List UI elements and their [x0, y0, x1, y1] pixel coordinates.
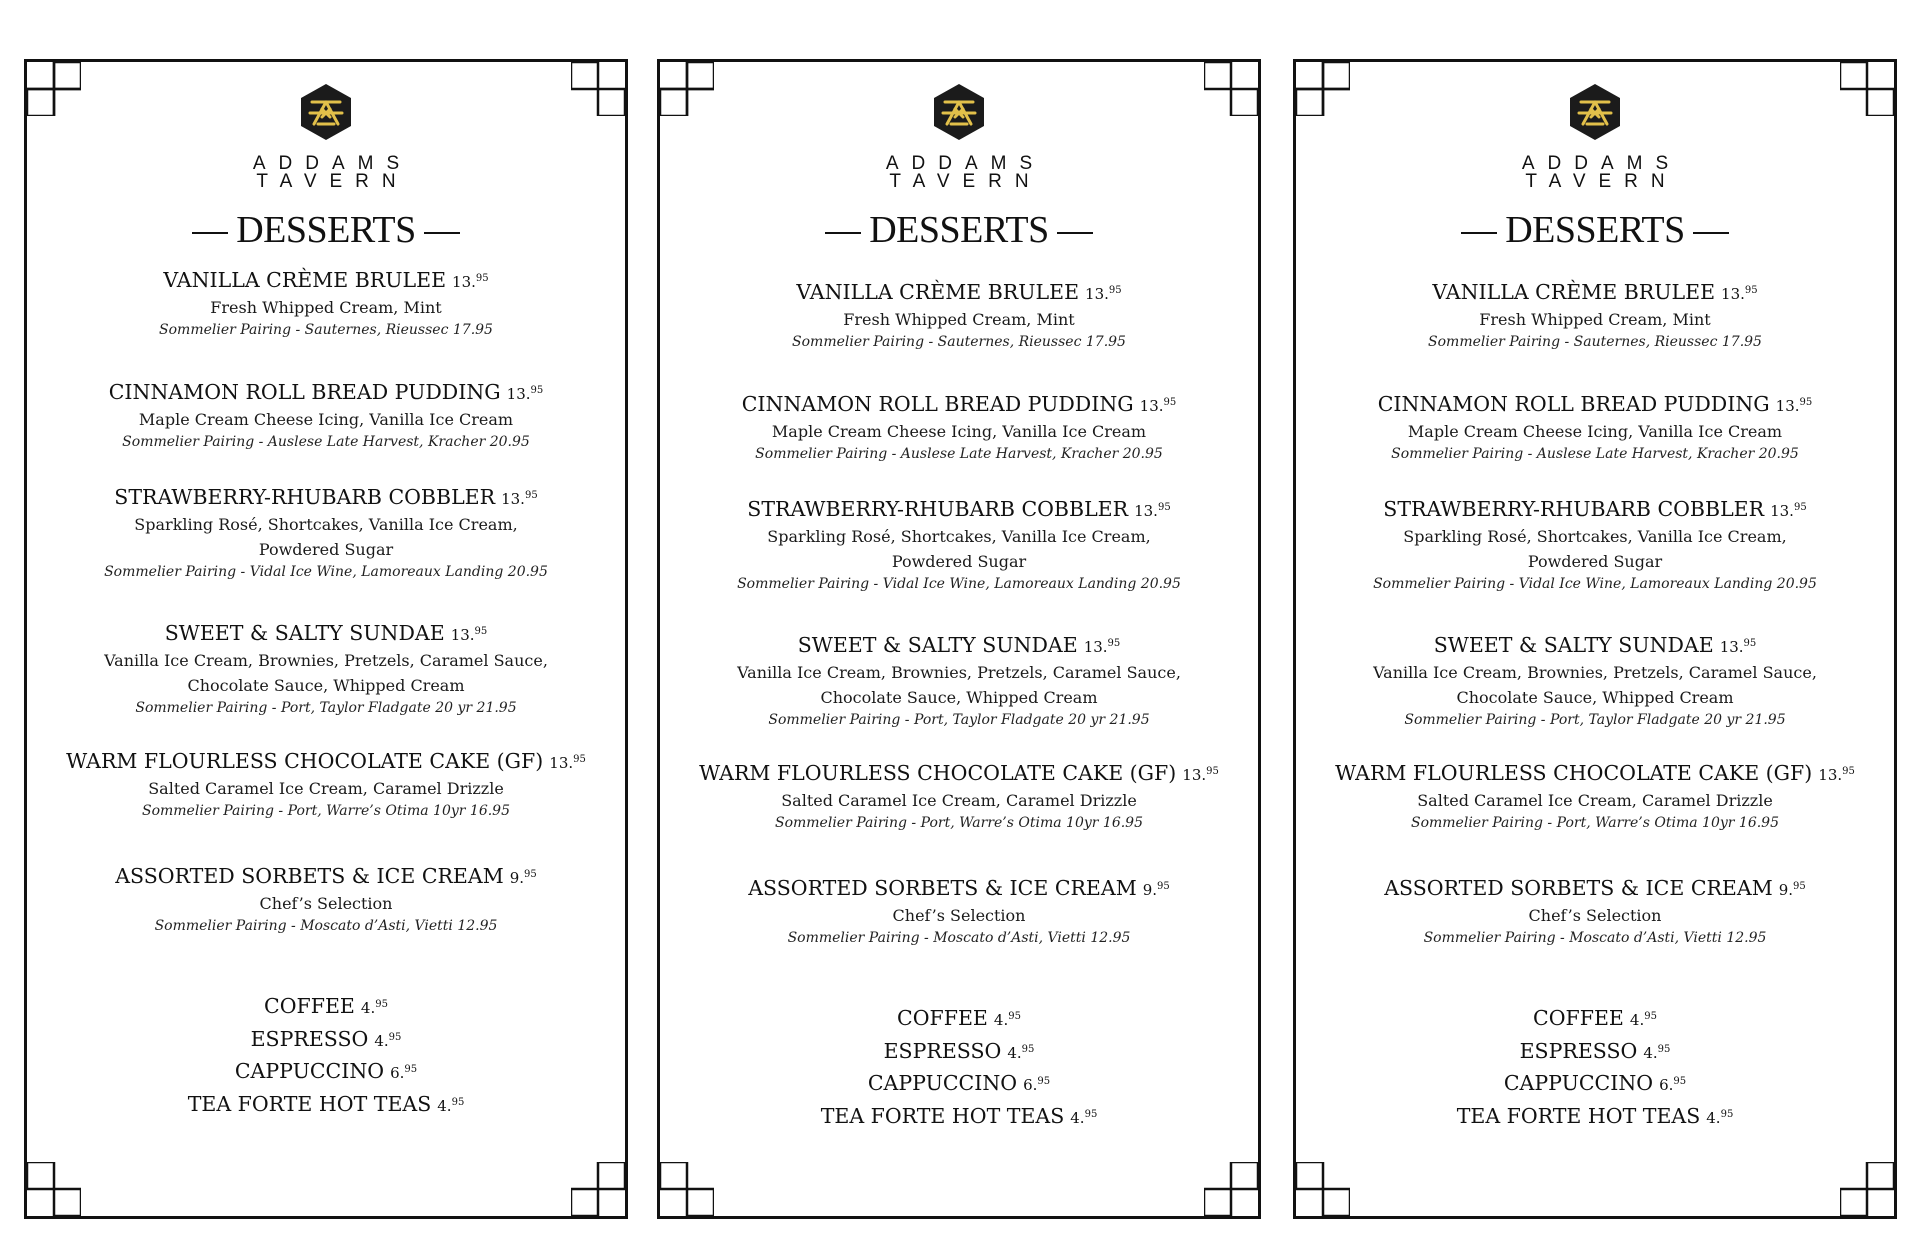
- sommelier-pairing: Sommelier Pairing - Port, Taylor Fladgate 20 yr 21.95: [768, 712, 1150, 728]
- item-name: [660, 631, 1258, 660]
- item-title: STRAWBERRY-RHUBARB COBBLER: [114, 485, 496, 509]
- section-heading: [1296, 210, 1894, 250]
- price-cents: 95: [1107, 638, 1121, 649]
- price-cents: 95: [1206, 766, 1219, 777]
- item-name: [660, 390, 1258, 419]
- price-cents: 95: [573, 754, 586, 765]
- sommelier-pairing: Sommelier Pairing - Vidal Ice Wine, Lamoreaux Landing 20.95: [104, 564, 548, 580]
- corner-ornament: [660, 1162, 714, 1216]
- menu-item: [1296, 278, 1894, 353]
- price-cents: 95: [1842, 766, 1855, 777]
- price-dollars: 9.: [1142, 881, 1158, 899]
- item-description: Sparkling Rosé, Shortcakes, Vanilla Ice Cream,: [134, 515, 518, 534]
- item-name: [27, 862, 625, 891]
- price-cents: 95: [1793, 502, 1807, 513]
- price-cents: 95: [404, 1064, 418, 1075]
- menu-item: [660, 278, 1258, 353]
- drink-name: ESPRESSO: [883, 1039, 1002, 1063]
- menu-item: [660, 495, 1258, 595]
- item-price: [1779, 881, 1806, 899]
- price-cents: 95: [1084, 1109, 1098, 1120]
- item-description: Powdered Sugar: [258, 540, 394, 559]
- menu-item: [27, 862, 625, 937]
- price-dollars: 4.: [374, 1032, 389, 1050]
- drink-item: [660, 1099, 1258, 1134]
- item-name: [1296, 390, 1894, 419]
- sommelier-pairing: Sommelier Pairing - Moscato d’Asti, Vietti 12.95: [787, 930, 1131, 946]
- menu-item: [1296, 874, 1894, 949]
- sommelier-pairing: Sommelier Pairing - Sauternes, Rieussec 17.95: [792, 334, 1126, 350]
- item-price: [1085, 285, 1122, 303]
- price-dollars: 13.: [452, 273, 476, 291]
- section-title: DESSERTS: [236, 209, 416, 251]
- price-dollars: 4.: [1070, 1109, 1085, 1127]
- price-dollars: 13.: [1775, 397, 1800, 415]
- corner-ornament: [1204, 1162, 1258, 1216]
- item-title: CINNAMON ROLL BREAD PUDDING: [108, 380, 501, 404]
- item-title: CINNAMON ROLL BREAD PUDDING: [741, 392, 1134, 416]
- price-dollars: 13.: [1139, 397, 1164, 415]
- corner-ornament: [1296, 62, 1350, 116]
- item-name: [27, 483, 625, 512]
- drink-item: [27, 1087, 625, 1122]
- item-title: ASSORTED SORBETS & ICE CREAM: [115, 864, 504, 888]
- corner-ornament: [27, 62, 81, 116]
- menu-item: [1296, 495, 1894, 595]
- item-price: [510, 869, 537, 887]
- price-dollars: 13.: [1721, 285, 1745, 303]
- price-dollars: 13.: [501, 490, 525, 508]
- menu-card: [657, 59, 1261, 1219]
- item-price: [451, 626, 488, 644]
- menu-item: [1296, 759, 1894, 834]
- heading-rule: [192, 232, 228, 234]
- drink-price: [437, 1097, 464, 1115]
- item-name: [27, 747, 625, 776]
- price-dollars: 6.: [1023, 1076, 1038, 1094]
- price-cents: 95: [1657, 1044, 1671, 1055]
- item-title: STRAWBERRY-RHUBARB COBBLER: [747, 497, 1129, 521]
- price-dollars: 6.: [390, 1064, 405, 1082]
- price-cents: 95: [1021, 1044, 1035, 1055]
- drink-name: COFFEE: [897, 1006, 988, 1030]
- item-title: VANILLA CRÈME BRULEE: [796, 280, 1080, 304]
- price-dollars: 9.: [1778, 881, 1794, 899]
- item-name: [27, 266, 625, 295]
- drink-name: TEA FORTE HOT TEAS: [1456, 1104, 1701, 1128]
- item-description: Sparkling Rosé, Shortcakes, Vanilla Ice Cream,: [767, 527, 1151, 546]
- drink-name: COFFEE: [1533, 1006, 1624, 1030]
- drink-item: [660, 1066, 1258, 1101]
- drink-item: [1296, 1066, 1894, 1101]
- price-dollars: 4.: [1629, 1011, 1645, 1029]
- heading-rule: [1461, 232, 1497, 234]
- price-cents: 95: [1037, 1076, 1051, 1087]
- item-price: [507, 385, 544, 403]
- price-dollars: 13.: [1818, 766, 1843, 784]
- drink-price: [1070, 1109, 1097, 1127]
- drink-item: [1296, 1001, 1894, 1036]
- drink-price: [1706, 1109, 1733, 1127]
- menu-item: [1296, 631, 1894, 731]
- drink-price: [1630, 1011, 1657, 1029]
- drink-price: [1643, 1044, 1670, 1062]
- price-dollars: 13.: [1083, 638, 1108, 656]
- item-description: Salted Caramel Ice Cream, Caramel Drizzle: [148, 779, 504, 798]
- corner-ornament: [571, 62, 625, 116]
- item-price: [549, 754, 586, 772]
- drink-item: [27, 1022, 625, 1057]
- price-cents: 95: [1157, 881, 1170, 892]
- corner-ornament: [1840, 1162, 1894, 1216]
- price-cents: 95: [474, 626, 488, 637]
- section-heading: [660, 210, 1258, 250]
- price-dollars: 13.: [1719, 638, 1744, 656]
- drink-price: [361, 999, 388, 1017]
- drink-price: [1007, 1044, 1034, 1062]
- item-description: Maple Cream Cheese Icing, Vanilla Ice Cream: [138, 410, 514, 429]
- item-title: ASSORTED SORBETS & ICE CREAM: [748, 876, 1137, 900]
- item-title: SWEET & SALTY SUNDAE: [164, 621, 445, 645]
- item-description: Vanilla Ice Cream, Brownies, Pretzels, Caramel Sauce,: [1373, 663, 1817, 682]
- sommelier-pairing: Sommelier Pairing - Port, Taylor Fladgate 20 yr 21.95: [1404, 712, 1786, 728]
- price-cents: 95: [524, 869, 537, 880]
- price-cents: 95: [1108, 285, 1122, 296]
- sommelier-pairing: Sommelier Pairing - Vidal Ice Wine, Lamoreaux Landing 20.95: [737, 576, 1181, 592]
- tavern-logo-icon: [296, 82, 356, 142]
- price-cents: 95: [388, 1032, 402, 1043]
- item-title: WARM FLOURLESS CHOCOLATE CAKE (GF): [699, 761, 1177, 785]
- drink-item: [27, 1054, 625, 1089]
- item-description: Chef’s Selection: [1528, 906, 1662, 925]
- sommelier-pairing: Sommelier Pairing - Moscato d’Asti, Vietti 12.95: [154, 918, 498, 934]
- drink-price: [1659, 1076, 1686, 1094]
- price-cents: 95: [451, 1097, 465, 1108]
- heading-rule: [1693, 232, 1729, 234]
- price-dollars: 13.: [1182, 766, 1207, 784]
- drink-name: ESPRESSO: [1519, 1039, 1638, 1063]
- menu-item: [1296, 390, 1894, 465]
- item-title: VANILLA CRÈME BRULEE: [163, 268, 447, 292]
- drink-item: [1296, 1099, 1894, 1134]
- corner-ornament: [1296, 1162, 1350, 1216]
- item-price: [1770, 502, 1807, 520]
- price-dollars: 4.: [993, 1011, 1009, 1029]
- item-description: Chocolate Sauce, Whipped Cream: [820, 688, 1098, 707]
- brand-name-line-1: ADDAMS: [252, 153, 413, 174]
- item-title: SWEET & SALTY SUNDAE: [797, 633, 1078, 657]
- price-dollars: 4.: [360, 999, 376, 1017]
- heading-rule: [825, 232, 861, 234]
- item-price: [1776, 397, 1813, 415]
- item-name: [660, 759, 1258, 788]
- drink-item: [660, 1034, 1258, 1069]
- brand-name-line-2: TAVERN: [1525, 171, 1678, 192]
- item-title: STRAWBERRY-RHUBARB COBBLER: [1383, 497, 1765, 521]
- item-description: Fresh Whipped Cream, Mint: [210, 298, 442, 317]
- price-cents: 95: [1644, 1011, 1657, 1022]
- drink-name: CAPPUCCINO: [867, 1071, 1018, 1095]
- drink-name: COFFEE: [264, 994, 355, 1018]
- drink-price: [374, 1032, 401, 1050]
- drink-price: [390, 1064, 417, 1082]
- item-price: [452, 273, 489, 291]
- item-name: [1296, 759, 1894, 788]
- item-description: Chocolate Sauce, Whipped Cream: [1456, 688, 1734, 707]
- price-cents: 95: [530, 385, 544, 396]
- price-dollars: 13.: [1134, 502, 1158, 520]
- sommelier-pairing: Sommelier Pairing - Sauternes, Rieussec 17.95: [159, 322, 493, 338]
- corner-ornament: [660, 62, 714, 116]
- item-description: Salted Caramel Ice Cream, Caramel Drizzle: [1417, 791, 1773, 810]
- sommelier-pairing: Sommelier Pairing - Port, Warre’s Otima 10yr 16.95: [774, 815, 1143, 831]
- sommelier-pairing: Sommelier Pairing - Vidal Ice Wine, Lamoreaux Landing 20.95: [1373, 576, 1817, 592]
- brand-name-line-2: TAVERN: [256, 171, 409, 192]
- price-dollars: 6.: [1659, 1076, 1674, 1094]
- drink-name: TEA FORTE HOT TEAS: [187, 1092, 432, 1116]
- corner-ornament: [27, 1162, 81, 1216]
- drink-price: [1023, 1076, 1050, 1094]
- item-description: Fresh Whipped Cream, Mint: [843, 310, 1075, 329]
- price-cents: 95: [524, 490, 538, 501]
- item-price: [1143, 881, 1170, 899]
- menu-item: [27, 483, 625, 583]
- price-cents: 95: [1673, 1076, 1687, 1087]
- price-dollars: 13.: [1085, 285, 1109, 303]
- price-dollars: 4.: [437, 1097, 452, 1115]
- menu-item: [660, 874, 1258, 949]
- sommelier-pairing: Sommelier Pairing - Auslese Late Harvest, Kracher 20.95: [755, 446, 1163, 462]
- price-cents: 95: [1793, 881, 1806, 892]
- item-description: Maple Cream Cheese Icing, Vanilla Ice Cream: [1407, 422, 1783, 441]
- corner-ornament: [1204, 62, 1258, 116]
- item-name: [660, 278, 1258, 307]
- item-description: Chef’s Selection: [259, 894, 393, 913]
- price-cents: 95: [375, 999, 388, 1010]
- item-name: [660, 495, 1258, 524]
- section-title: DESSERTS: [1505, 209, 1685, 251]
- price-cents: 95: [1163, 397, 1177, 408]
- menu-item: [660, 390, 1258, 465]
- tavern-logo-icon: [929, 82, 989, 142]
- sommelier-pairing: Sommelier Pairing - Port, Warre’s Otima 10yr 16.95: [1410, 815, 1779, 831]
- price-cents: 95: [1720, 1109, 1734, 1120]
- item-name: [1296, 278, 1894, 307]
- section-heading: [27, 210, 625, 250]
- item-description: Fresh Whipped Cream, Mint: [1479, 310, 1711, 329]
- item-price: [1182, 766, 1219, 784]
- item-price: [1818, 766, 1855, 784]
- item-description: Vanilla Ice Cream, Brownies, Pretzels, Caramel Sauce,: [737, 663, 1181, 682]
- menu-card: [1293, 59, 1897, 1219]
- menu-item: [27, 619, 625, 719]
- corner-ornament: [571, 1162, 625, 1216]
- drink-name: CAPPUCCINO: [1503, 1071, 1654, 1095]
- item-title: SWEET & SALTY SUNDAE: [1433, 633, 1714, 657]
- item-name: [1296, 495, 1894, 524]
- corner-ornament: [1840, 62, 1894, 116]
- item-title: VANILLA CRÈME BRULEE: [1432, 280, 1716, 304]
- item-title: WARM FLOURLESS CHOCOLATE CAKE (GF): [66, 749, 544, 773]
- item-name: [27, 378, 625, 407]
- price-cents: 95: [1799, 397, 1813, 408]
- item-price: [1721, 285, 1758, 303]
- drink-name: ESPRESSO: [250, 1027, 369, 1051]
- item-description: Maple Cream Cheese Icing, Vanilla Ice Cream: [771, 422, 1147, 441]
- item-description: Chef’s Selection: [892, 906, 1026, 925]
- drink-name: TEA FORTE HOT TEAS: [820, 1104, 1065, 1128]
- price-cents: 95: [1157, 502, 1171, 513]
- sommelier-pairing: Sommelier Pairing - Moscato d’Asti, Vietti 12.95: [1423, 930, 1767, 946]
- item-title: CINNAMON ROLL BREAD PUDDING: [1377, 392, 1770, 416]
- item-price: [1084, 638, 1121, 656]
- item-price: [1140, 397, 1177, 415]
- menu-card: [24, 59, 628, 1219]
- price-dollars: 4.: [1007, 1044, 1022, 1062]
- menu-item: [27, 378, 625, 453]
- price-dollars: 13.: [506, 385, 531, 403]
- sommelier-pairing: Sommelier Pairing - Auslese Late Harvest, Kracher 20.95: [122, 434, 530, 450]
- item-title: WARM FLOURLESS CHOCOLATE CAKE (GF): [1335, 761, 1813, 785]
- section-title: DESSERTS: [869, 209, 1049, 251]
- drink-item: [1296, 1034, 1894, 1069]
- heading-rule: [1057, 232, 1093, 234]
- price-cents: 95: [1743, 638, 1757, 649]
- item-description: Vanilla Ice Cream, Brownies, Pretzels, Caramel Sauce,: [104, 651, 548, 670]
- sommelier-pairing: Sommelier Pairing - Port, Warre’s Otima 10yr 16.95: [141, 803, 510, 819]
- tavern-logo-icon: [1565, 82, 1625, 142]
- price-dollars: 4.: [1643, 1044, 1658, 1062]
- brand-name-line-2: TAVERN: [889, 171, 1042, 192]
- item-description: Salted Caramel Ice Cream, Caramel Drizzle: [781, 791, 1137, 810]
- price-dollars: 13.: [549, 754, 574, 772]
- item-name: [27, 619, 625, 648]
- drink-item: [27, 989, 625, 1024]
- sommelier-pairing: Sommelier Pairing - Port, Taylor Fladgate 20 yr 21.95: [135, 700, 517, 716]
- menu-item: [27, 747, 625, 822]
- item-price: [1134, 502, 1171, 520]
- price-cents: 95: [475, 273, 489, 284]
- price-dollars: 9.: [509, 869, 525, 887]
- price-dollars: 4.: [1706, 1109, 1721, 1127]
- item-price: [501, 490, 538, 508]
- brand-name-line-1: ADDAMS: [885, 153, 1046, 174]
- menu-item: [660, 759, 1258, 834]
- drink-item: [660, 1001, 1258, 1036]
- item-name: [1296, 631, 1894, 660]
- price-dollars: 13.: [1770, 502, 1794, 520]
- price-cents: 95: [1744, 285, 1758, 296]
- sommelier-pairing: Sommelier Pairing - Sauternes, Rieussec 17.95: [1428, 334, 1762, 350]
- item-price: [1720, 638, 1757, 656]
- sommelier-pairing: Sommelier Pairing - Auslese Late Harvest, Kracher 20.95: [1391, 446, 1799, 462]
- item-description: Chocolate Sauce, Whipped Cream: [187, 676, 465, 695]
- price-dollars: 13.: [450, 626, 475, 644]
- drink-name: CAPPUCCINO: [234, 1059, 385, 1083]
- menu-item: [660, 631, 1258, 731]
- item-name: [660, 874, 1258, 903]
- item-name: [1296, 874, 1894, 903]
- menu-item: [27, 266, 625, 341]
- heading-rule: [424, 232, 460, 234]
- item-title: ASSORTED SORBETS & ICE CREAM: [1384, 876, 1773, 900]
- price-cents: 95: [1008, 1011, 1021, 1022]
- item-description: Powdered Sugar: [891, 552, 1027, 571]
- item-description: Sparkling Rosé, Shortcakes, Vanilla Ice Cream,: [1403, 527, 1787, 546]
- brand-name-line-1: ADDAMS: [1521, 153, 1682, 174]
- drink-price: [994, 1011, 1021, 1029]
- item-description: Powdered Sugar: [1527, 552, 1663, 571]
